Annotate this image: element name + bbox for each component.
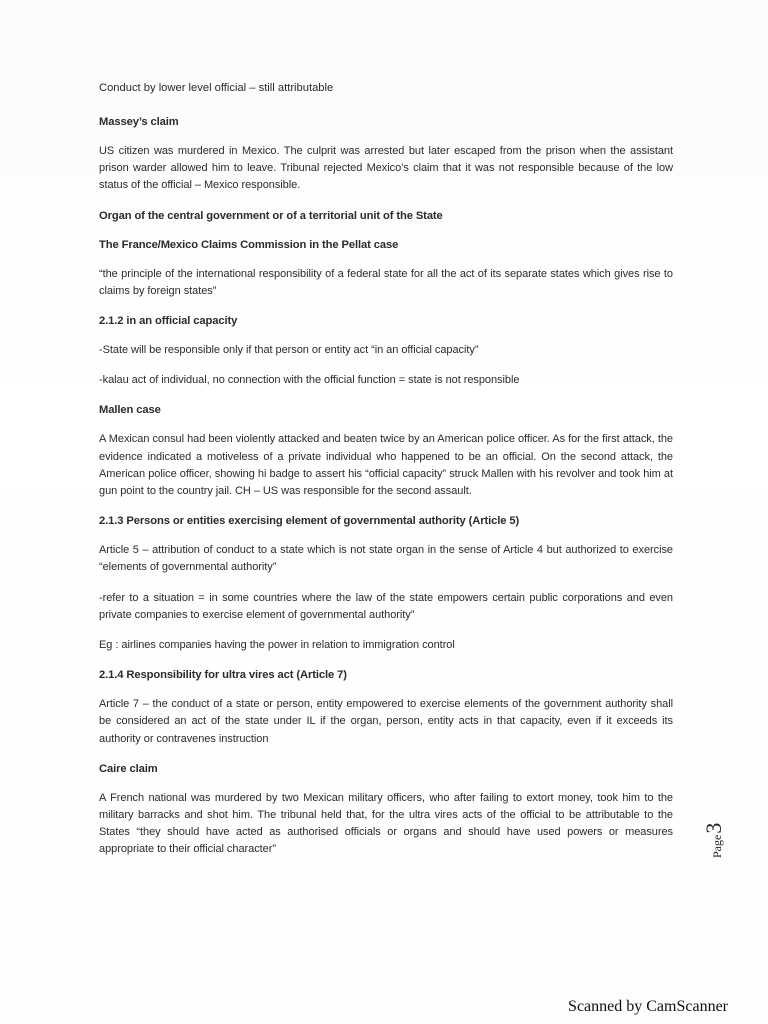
section-article-5 — [99, 513, 673, 654]
section-paragraph: -refer to a situation = in some countries where the law of the state empowers certain public corporations and even private companies to exercise element of governmental authority” — [99, 591, 673, 621]
section-heading: Organ of the central government or of a territorial unit of the State — [99, 209, 443, 222]
section-heading: 2.1.4 Responsibility for ultra vires act (Article 7) — [99, 669, 347, 682]
section-paragraph: -State will be responsible only if that person or entity act “in an official capacity” — [99, 344, 479, 357]
section-paragraph: Article 5 – attribution of conduct to a state which is not state organ in the sense of Article 4 but authorized to exercise “elements of governmental authority” — [99, 544, 673, 574]
section-paragraph: US citizen was murdered in Mexico. The culprit was arrested but later escaped from the prison when the assistant prison warder allowed him to leave. Tribunal rejected Mexico’s claim that it was not responsible because of the low status of the official – Mexico responsible. — [99, 145, 673, 192]
section-caire — [99, 761, 673, 859]
page-number-value: 3 — [701, 822, 726, 834]
page-number — [701, 823, 727, 858]
section-paragraph: “the principle of the international responsibility of a federal state for all the act of its separate states which gives rise to claims by foreign states” — [99, 267, 673, 297]
section-heading: Massey’s claim — [99, 116, 179, 128]
section-paragraph: Eg : airlines companies having the power in relation to immigration control — [99, 639, 455, 652]
section-heading: Caire claim — [99, 762, 158, 775]
section-official-capacity — [99, 313, 673, 389]
section-pellat — [99, 237, 673, 300]
section-heading: The France/Mexico Claims Commission in the Pellat case — [99, 238, 399, 251]
section-paragraph: A Mexican consul had been violently attacked and beaten twice by an American police officer. As for the first attack, the evidence indicated a motiveless of a private individual who happened to be an official. On the second attack, the American police officer, showing hi badge to assert his “official capacity” struck Mallen with his revolver and took him at gun point to the country jail. CH – US was responsible for the second assault. — [99, 433, 673, 498]
page-number-word: Page — [710, 834, 724, 858]
intro-line: Conduct by lower level official – still attributable — [99, 82, 334, 94]
section-paragraph: -kalau act of individual, no connection with the official function = state is not responsible — [99, 374, 520, 387]
section-paragraph: Article 7 – the conduct of a state or person, entity empowered to exercise elements of the government authority shall be considered an act of the state under IL if the organ, person, entity acts in that capacity, even if it exceeds its authority or contravenes instruction — [99, 698, 673, 745]
section-organ — [99, 208, 673, 224]
section-heading: 2.1.2 in an official capacity — [99, 315, 238, 328]
section-paragraph: A French national was murdered by two Mexican military officers, who after failing to extort money, took him to the military barracks and shot him. The tribunal held that, for the ultra vires acts of the official to be attributable to the States “they should have acted as authorised officials or organs and should have used powers or measures appropriate to their official character” — [99, 791, 673, 856]
document-body — [99, 80, 673, 872]
section-heading: 2.1.3 Persons or entities exercising element of governmental authority (Article 5) — [99, 515, 520, 528]
section-massey — [99, 114, 673, 195]
scanner-watermark: Scanned by CamScanner — [568, 998, 728, 1015]
section-article-7 — [99, 667, 673, 748]
section-mallen — [99, 402, 673, 500]
section-heading: Mallen case — [99, 404, 161, 417]
